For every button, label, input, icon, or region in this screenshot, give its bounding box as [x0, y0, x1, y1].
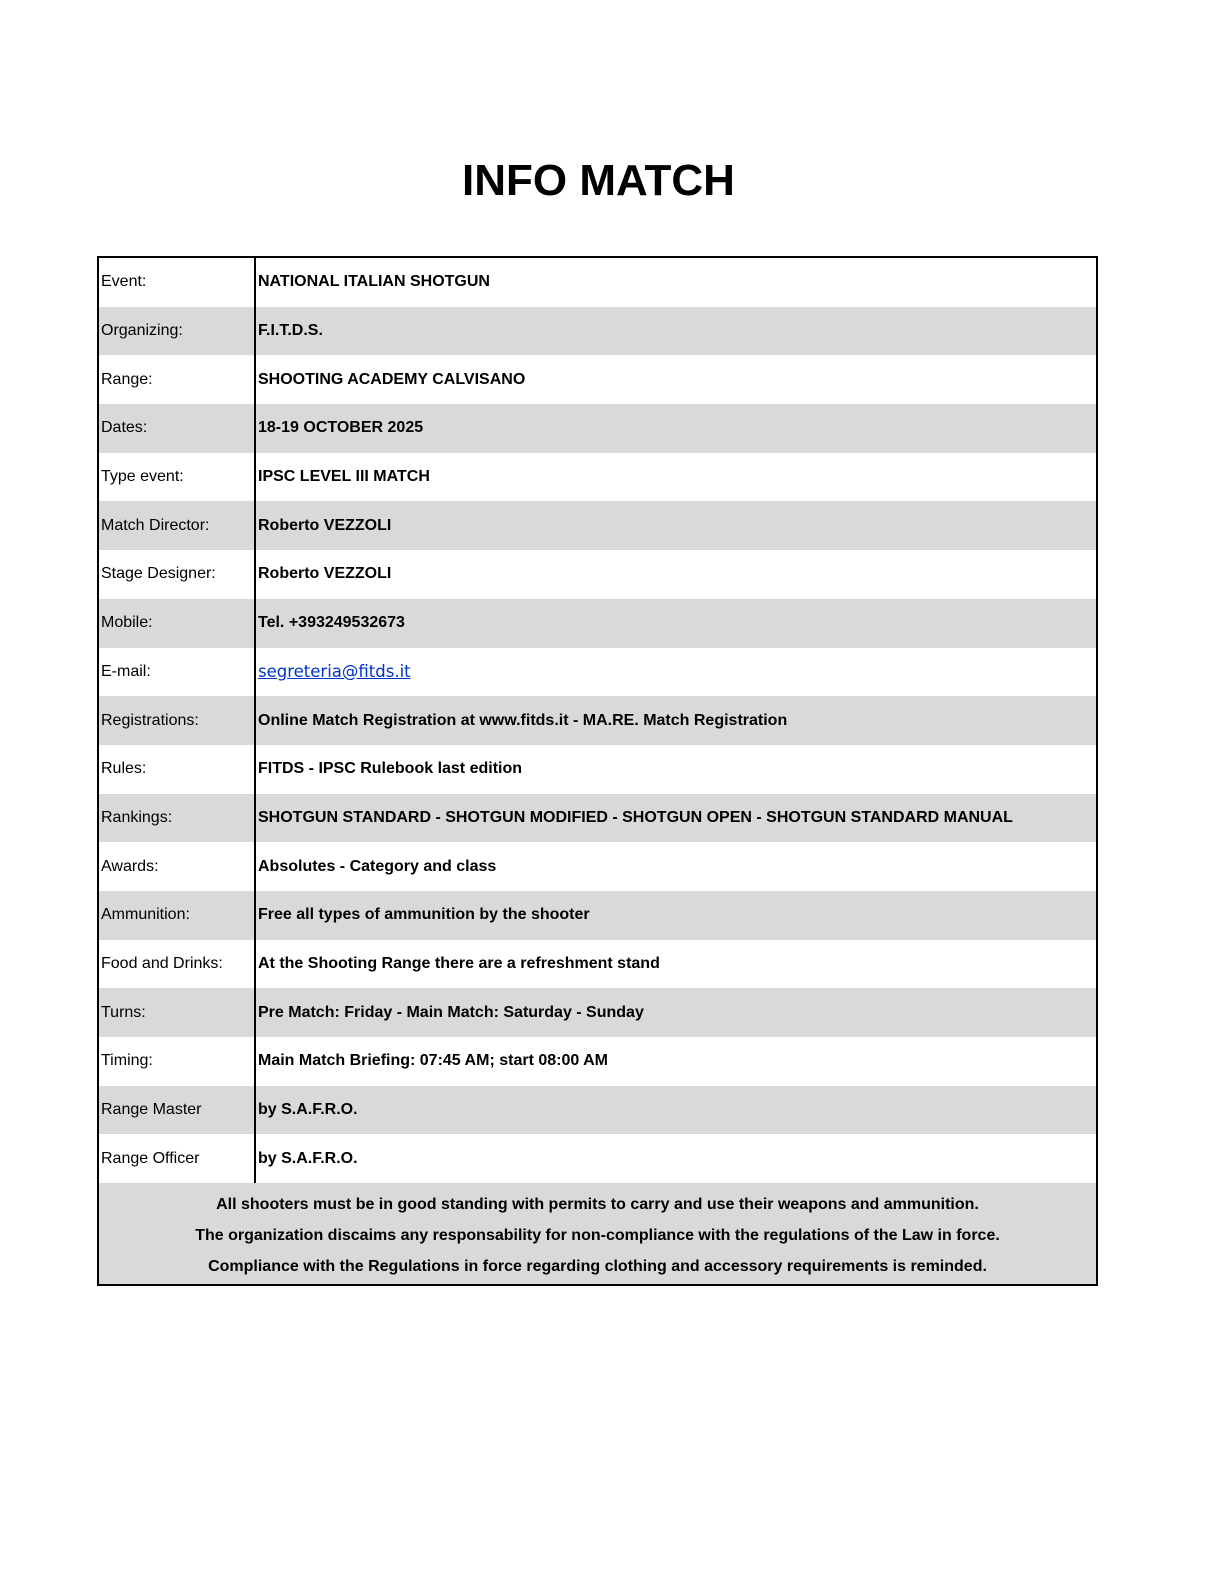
row-range-officer [99, 1134, 1096, 1183]
row-value: SHOOTING ACADEMY CALVISANO [258, 370, 526, 388]
row-value: Absolutes - Category and class [258, 857, 497, 875]
row-value: Free all types of ammunition by the shooter [258, 906, 590, 924]
row-value: Roberto VEZZOLI [258, 565, 392, 583]
row-label: E-mail: [99, 648, 256, 697]
row-food-and-drinks [99, 940, 1096, 989]
row-turns [99, 988, 1096, 1037]
row-type-event [99, 453, 1096, 502]
row-range-master [99, 1086, 1096, 1135]
row-email [99, 648, 1096, 697]
row-value: by S.A.F.R.O. [258, 1149, 358, 1167]
row-stage-designer [99, 550, 1096, 599]
note-clothing: Compliance with the Regulations in force regarding clothing and accessory requirements is reminded. [208, 1258, 987, 1276]
row-dates [99, 404, 1096, 453]
row-rankings [99, 794, 1096, 843]
row-awards [99, 842, 1096, 891]
row-value: Pre Match: Friday - Main Match: Saturday - Sunday [258, 1003, 644, 1021]
row-label: Rankings: [99, 794, 256, 843]
row-value: FITDS - IPSC Rulebook last edition [258, 760, 523, 778]
row-value: Main Match Briefing: 07:45 AM; start 08:00 AM [258, 1052, 608, 1070]
row-value: SHOTGUN STANDARD - SHOTGUN MODIFIED - SHOTGUN OPEN - SHOTGUN STANDARD MANUAL [258, 808, 1013, 826]
row-range [99, 355, 1096, 404]
row-label: Timing: [99, 1037, 256, 1086]
row-timing [99, 1037, 1096, 1086]
row-registrations [99, 696, 1096, 745]
row-label: Organizing: [99, 307, 256, 356]
row-label: Registrations: [99, 696, 256, 745]
page-title: INFO MATCH [462, 156, 735, 205]
row-value: F.I.T.D.S. [258, 322, 323, 340]
row-value: Tel. +393249532673 [258, 614, 405, 632]
row-label: Turns: [99, 988, 256, 1037]
row-value: NATIONAL ITALIAN SHOTGUN [258, 273, 490, 291]
row-mobile [99, 599, 1096, 648]
row-value [256, 662, 1096, 682]
note-permits: All shooters must be in good standing with permits to carry and use their weapons and ammunition. [216, 1196, 979, 1214]
row-rules [99, 745, 1096, 794]
row-label: Food and Drinks: [99, 940, 256, 989]
row-label: Range: [99, 355, 256, 404]
row-label: Rules: [99, 745, 256, 794]
row-match-director [99, 501, 1096, 550]
row-label: Range Officer [99, 1134, 256, 1183]
row-ammunition [99, 891, 1096, 940]
row-label: Awards: [99, 842, 256, 891]
row-label: Dates: [99, 404, 256, 453]
row-label: Stage Designer: [99, 550, 256, 599]
row-value: Roberto VEZZOLI [258, 516, 392, 534]
row-organizing [99, 307, 1096, 356]
row-label: Event: [99, 258, 256, 307]
row-label: Mobile: [99, 599, 256, 648]
row-value: Online Match Registration at www.fitds.it - MA.RE. Match Registration [258, 711, 788, 729]
row-event [99, 258, 1096, 307]
note-disclaimer: The organization discaims any responsability for non-compliance with the regulations of the Law in force. [195, 1227, 1000, 1245]
row-label: Type event: [99, 453, 256, 502]
row-value: 18-19 OCTOBER 2025 [258, 419, 424, 437]
row-label: Ammunition: [99, 891, 256, 940]
email-link[interactable]: segreteria@fitds.it [258, 661, 411, 681]
row-label: Range Master [99, 1086, 256, 1135]
info-table [97, 256, 1098, 1286]
row-label: Match Director: [99, 501, 256, 550]
row-value: by S.A.F.R.O. [258, 1101, 358, 1119]
row-value: IPSC LEVEL III MATCH [258, 468, 430, 486]
footer-notes [99, 1183, 1096, 1284]
row-value: At the Shooting Range there are a refreshment stand [258, 954, 660, 972]
